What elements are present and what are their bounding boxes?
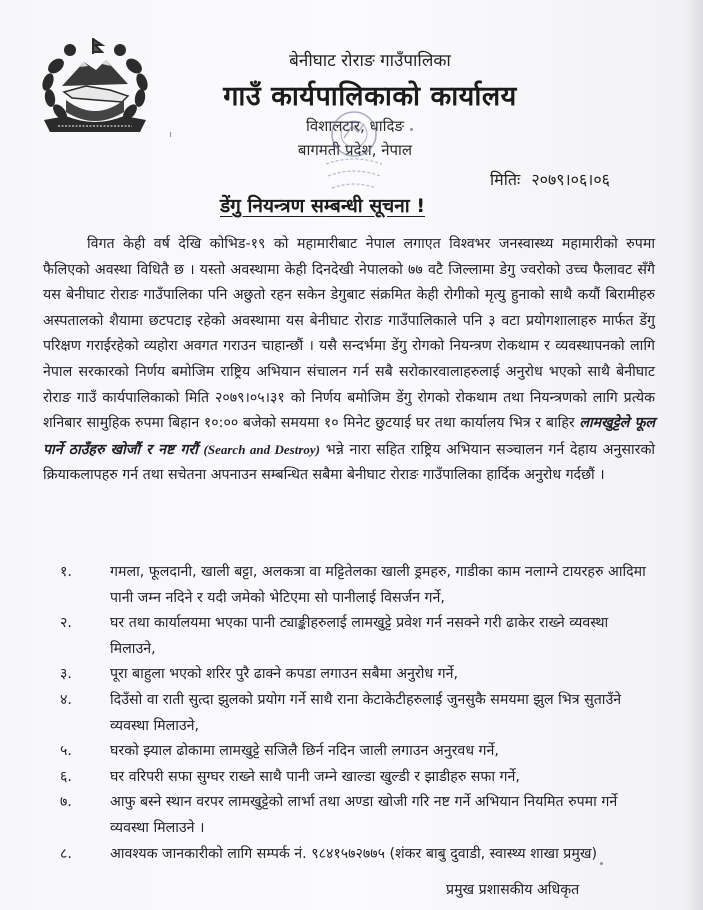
list-item xyxy=(60,611,655,662)
notice-date xyxy=(490,168,610,190)
page-edge-shadow xyxy=(689,0,703,910)
body-part-2: भन्ने नारा सहित राष्ट्रिय अभियान सञ्चालन गर्न देहाय अनुसारको क्रियाकलापहरु गर्न तथा सचेतना अपनाउन सम्बन्धित सबैमा बेनीघाट रोराङ गाउँपालिका हार्दिक अनुरोध गर्दछौं । xyxy=(43,441,656,484)
list-item-text: घरको झ्याल ढोकामा लामखुट्टे सजिलै छिर्न नदिन जाली लगाउन अनुरवध गर्ने, xyxy=(110,743,499,760)
body-part-1: विगत केही वर्ष देखि कोभिड-१९ को महामारीबाट नेपाल लगाएत विश्वभर जनस्वास्थ्य महामारीको रुपमा फैलिएको अवस्था विधितै छ । यस्तो अवस्थामा केही दिनदेखी नेपालको ७७ वटै जिल्लामा डेगु ज्वरोको उच्च फैलावट सँगै यस बेनीघाट रोराङ गाउँपालिका पनि अछुतो रहन सकेन डेगुबाट संक्रमित केही रोगीको मृत्यु हुनाको साथै कयौं बिरामीहरु अस्पतालको शैयामा छटपटाइ रहेको अवस्थामा यस बेनीघाट रोराङ गाउँपालिकाले पनि ३ वटा प्रयोगशालाहरु मार्फत डेंगु परिक्षण गराईरहेको व्यहोरा अवगत गराउन चाहान्छौं । यसै सन्दर्भमा डेंगु रोगको नियन्त्रण रोकथाम र व्यवस्थापनको लागि नेपाल सरकारको निर्णय बमोजिम राष्ट्रिय अभियान संचालन गर्न सबै सरोकारवालाहरुलाई अनुरोध भएको साथै बेनीघाट रोराङ गाउँ कार्यपालिकाको मिति २०७९।०५।३१ को निर्णय बमोजिम डेंगु रोगको रोकथाम तथा नियन्त्रणको लागि प्रत्येक शनिबार सामुहिक रुपमा बिहान १०:०० बजेको समयमा १० मिनेट छुटयाई घर तथा कार्यालय भित्र र बाहिर xyxy=(43,236,655,432)
scan-speck xyxy=(410,128,413,131)
scan-speck xyxy=(170,132,171,137)
date-value: २०७९।०६।०६ xyxy=(531,170,611,189)
list-item xyxy=(60,739,655,765)
list-item xyxy=(60,662,655,688)
list-item-number: १. xyxy=(60,564,72,580)
list-item xyxy=(60,688,655,739)
list-item xyxy=(60,560,655,611)
list-item-number: ७. xyxy=(60,794,72,811)
list-item-text: घर तथा कार्यालयमा भएका पानी ट्याङ्कीहरुलाई लामखुट्टे प्रवेश गर्न नसक्ने गरी ढाकेर राख्ने व्यवस्था मिलाउने, xyxy=(110,615,609,657)
notice-body xyxy=(43,232,655,489)
office-stamp-seal xyxy=(316,104,392,194)
list-item xyxy=(60,765,655,791)
list-item-text: आफु बस्ने स्थान वरपर लामखुट्टेको लार्भा तथा अण्डा खोजी गरि नष्ट गर्ने अभियान नियमित रुपमा गर्ने व्यवस्था मिलाउने । xyxy=(110,794,618,836)
list-item-number: ६. xyxy=(60,768,72,785)
slogan-english: (Search and Destroy) xyxy=(203,441,321,457)
slogan-nepali: लामखुट्टेले फूल पार्ने ठाउँहरु खोजौं र नष्ट गरौं xyxy=(43,415,656,458)
list-item-number: ३. xyxy=(60,666,72,683)
list-item-text: आवश्यक जानकारीको लागि सम्पर्क नं. ९८४१५७२७७५ (शंकर बाबु दुवाडी, स्वास्थ्य शाखा प्रमुख) xyxy=(110,845,597,862)
office-name: गाउँ कार्यपालिकाको कार्यालय xyxy=(223,81,517,112)
list-item-text: घर वरिपरी सफा सुग्घर राख्ने साथै पानी जम्ने खाल्डा खुल्डी र झाडीहरु सफा गर्ने, xyxy=(110,768,520,785)
list-item-text: पूरा बाहुला भएको शरिर पुरै ढाक्ने कपडा लगाउन सबैमा अनुरोध गर्ने, xyxy=(110,666,459,683)
nepal-government-emblem-icon xyxy=(36,36,154,136)
list-item-number: ५. xyxy=(60,743,72,760)
municipality-name: बेनीघाट रोराङ गाउँपालिका xyxy=(289,51,451,71)
list-item-number: ८. xyxy=(60,845,72,862)
list-item-number: ४. xyxy=(60,691,72,708)
date-label: मितिः xyxy=(490,170,521,189)
address-line-1: विशालटार, धादिङ xyxy=(305,117,405,135)
list-item xyxy=(60,842,655,868)
address-line-2: बागमती प्रदेश, नेपाल xyxy=(297,141,413,159)
list-item-text: दिउँसो वा राती सुत्दा झुलको प्रयोग गर्ने साथै राना केटाकेटीहरुलाई जुनसुकै समयमा झुल भित्र सुताउँने व्यवस्था मिलाउने, xyxy=(110,691,622,734)
list-item-text: गमला, फूलदानी, खाली बट्टा, अलकत्रा वा मट्टितेलका खाली ड्रमहरु, गाडीका काम नलाग्ने टायरहरु आदिमा पानी जम्न नदिने र यदी जमेको भेटिएमा सो पानीलाई विसर्जन गर्ने, xyxy=(110,564,646,606)
scan-speck xyxy=(600,862,603,865)
instruction-list xyxy=(60,560,655,867)
list-item-number: २. xyxy=(60,615,72,632)
list-item xyxy=(60,790,655,841)
notice-title: डेंगु नियन्त्रण सम्बन्धी सूचना ! xyxy=(220,195,425,217)
signatory-title: प्रमुख प्रशासकीय अधिकृत xyxy=(446,882,580,898)
